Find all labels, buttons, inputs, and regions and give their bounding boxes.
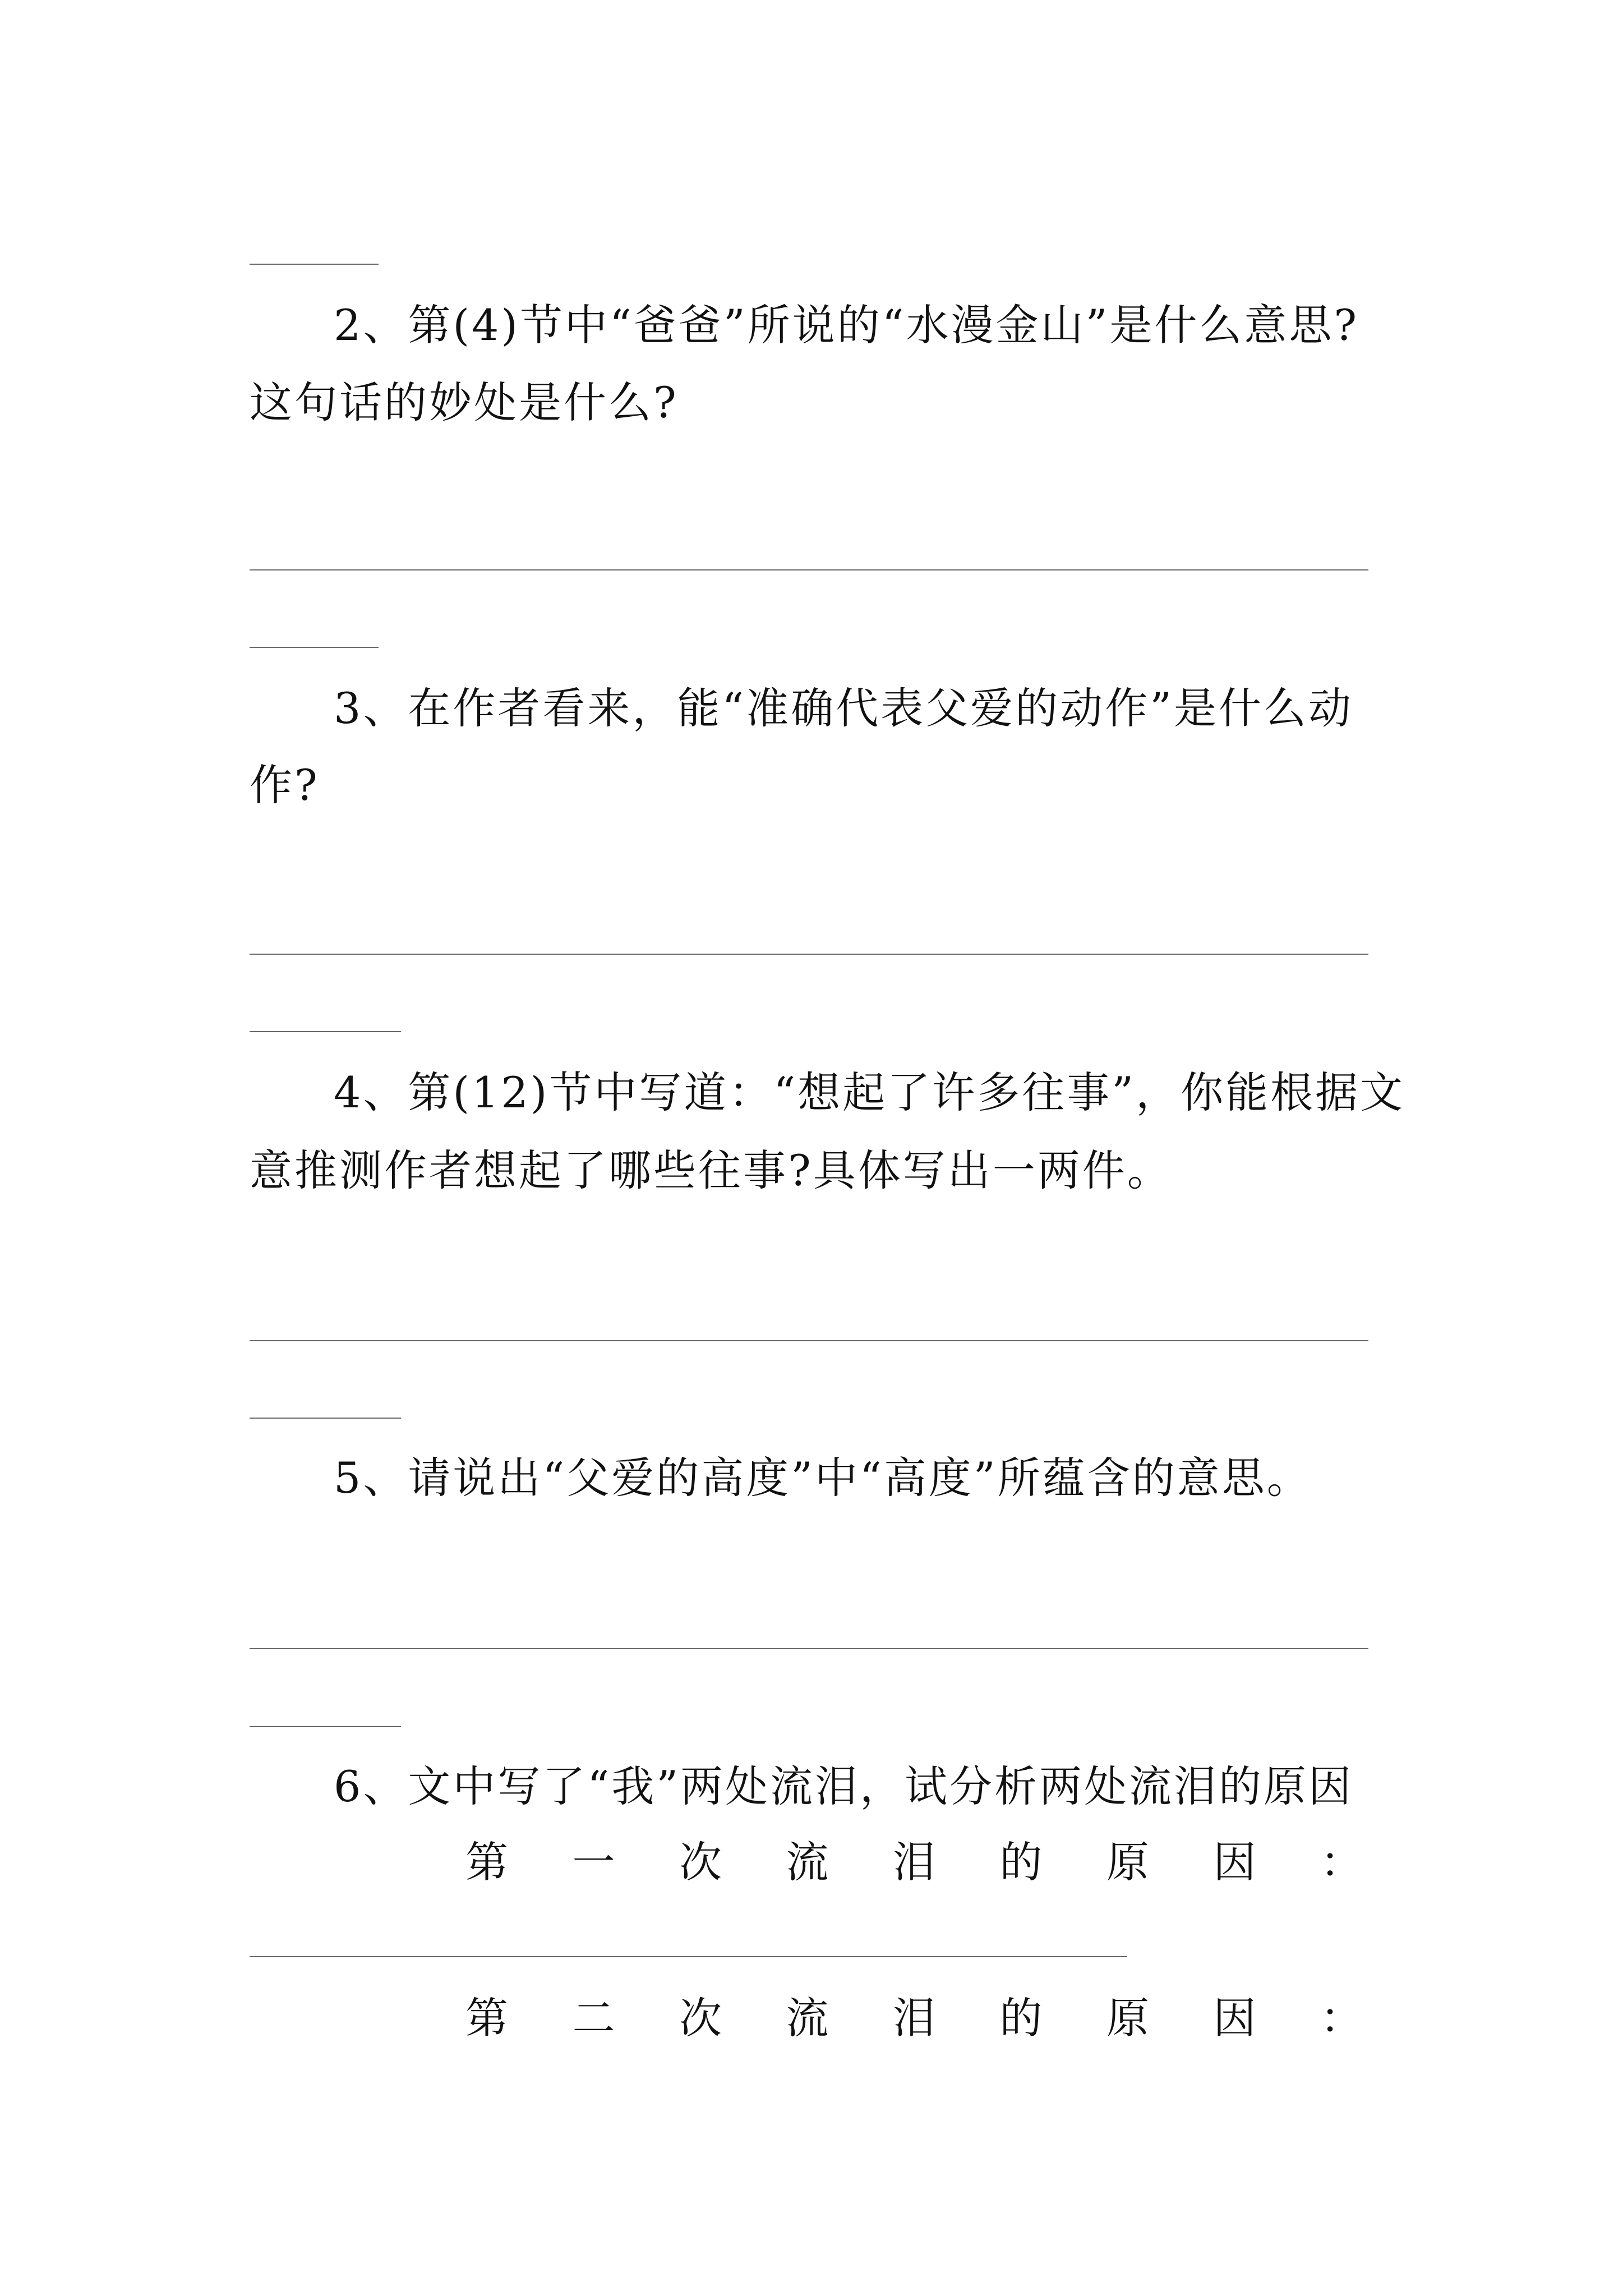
answer-line[interactable] [250, 954, 1368, 955]
char: 泪 [893, 1993, 935, 2043]
char: 流 [786, 1993, 829, 2043]
char: 因 [1213, 1993, 1256, 2043]
char: 原 [1106, 1837, 1149, 1887]
first-tear-reason-label [465, 1834, 1363, 1890]
second-tear-reason-label [465, 1990, 1363, 2046]
answer-line[interactable] [250, 1648, 1368, 1649]
answer-line[interactable] [250, 569, 1368, 570]
answer-line[interactable] [250, 1340, 1368, 1341]
answer-line-short[interactable] [250, 1726, 401, 1727]
answer-line-short[interactable] [250, 1418, 401, 1419]
question-2-line-2: 这句话的妙处是什么? [250, 378, 679, 427]
char: 流 [786, 1837, 829, 1887]
answer-line-first-tear[interactable] [250, 1956, 1127, 1957]
char: 原 [1106, 1993, 1149, 2043]
char: 次 [679, 1993, 722, 2043]
question-6-line-1: 6、文中写了“我”两处流泪，试分析两处流泪的原因 [334, 1761, 1354, 1811]
char: 因 [1213, 1837, 1256, 1887]
answer-line-short [250, 264, 379, 265]
char: ： [1320, 1837, 1363, 1887]
question-3-line-2: 作? [250, 760, 320, 810]
char: 次 [679, 1837, 722, 1887]
question-4-line-2: 意推测作者想起了哪些往事?具体写出一两件。 [250, 1145, 1172, 1195]
question-4-line-1: 4、第(12)节中写道：“想起了许多往事”，你能根据文 [334, 1068, 1405, 1117]
char: 第 [465, 1837, 508, 1887]
answer-line-short[interactable] [250, 1031, 401, 1032]
answer-line-short[interactable] [250, 647, 379, 648]
question-3-line-1: 3、在作者看来，能“准确代表父爱的动作”是什么动 [334, 683, 1354, 733]
char: 二 [572, 1993, 615, 2043]
char: 的 [999, 1837, 1043, 1887]
char: 第 [465, 1993, 508, 2043]
char: ： [1320, 1993, 1363, 2043]
char: 一 [572, 1837, 615, 1887]
question-5-line-1: 5、请说出“父爱的高度”中“高度”所蕴含的意思。 [334, 1453, 1312, 1503]
char: 泪 [893, 1837, 935, 1887]
char: 的 [999, 1993, 1043, 2043]
question-2-line-1: 2、第(4)节中“爸爸”所说的“水漫金山”是什么意思? [334, 300, 1359, 350]
